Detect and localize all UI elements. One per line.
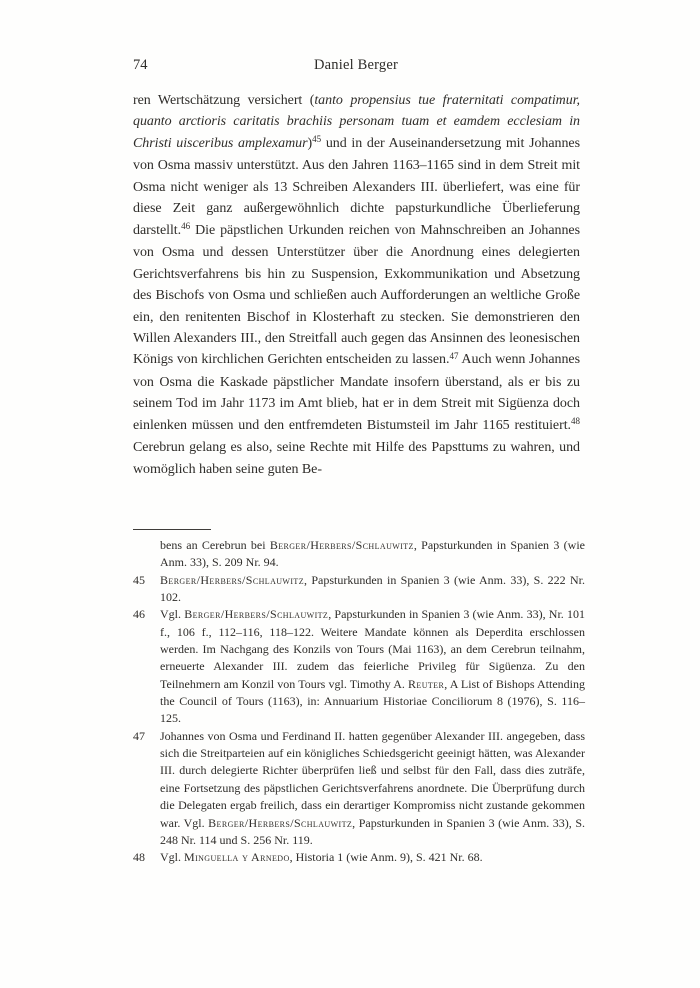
footnote-number: 48 bbox=[133, 850, 145, 865]
text-segment: ) bbox=[307, 135, 313, 151]
text-segment: , Papsturkunden in Spanien 3 (wie Anm. 33), S. 248 Nr. 114 und S. 256 Nr. 119. bbox=[160, 815, 585, 847]
footnote-marker: 46 bbox=[181, 221, 191, 232]
footnote-number: 45 bbox=[133, 572, 145, 587]
footnote-marker: 48 bbox=[571, 416, 580, 427]
footnote-item bbox=[133, 537, 585, 572]
text-segment: bens an Cerebrun bei bbox=[160, 538, 270, 552]
text-segment: Berger/Herbers/Schlauwitz bbox=[208, 815, 353, 830]
text-segment: , Papsturkunden in Spanien 3 (wie Anm. 33), S. 222 Nr. 102. bbox=[160, 572, 585, 605]
page-number: 74 bbox=[133, 57, 148, 73]
main-text-block bbox=[133, 90, 580, 480]
running-header bbox=[133, 55, 579, 75]
text-segment: Berger/Herbers/Schlauwitz bbox=[160, 572, 305, 587]
text-segment: , Historia 1 (wie Anm. 9), S. 421 Nr. 68. bbox=[289, 850, 483, 865]
footnote-number: 46 bbox=[133, 607, 145, 622]
footnotes-section bbox=[133, 529, 585, 867]
footnote-text bbox=[160, 850, 483, 864]
footnote-item bbox=[133, 849, 585, 866]
body-paragraph bbox=[133, 90, 580, 480]
footnote-list bbox=[133, 537, 585, 867]
footnote-text bbox=[160, 729, 585, 847]
text-segment: , Papsturkunden in Spanien 3 (wie Anm. 33), S. 209 Nr. 94. bbox=[160, 538, 585, 570]
text-segment: Johannes von Osma und Ferdinand II. hatten gegenüber Alexander III. angegeben, dass sich die Streitparteien auf ein königliches Schiedsgericht geeinigt hätten, was Alexander III. durch delegierte Richter überprüfen ließ und selbst für den Fall, dass dies zuträfe, eine Fortsetzung des päpstlichen Gerichtsverfahrens anordnete. Die Überprüfung durch die Delegaten ergab freilich, dass ein derartiger Kompromiss nicht zustande gekommen war. Vgl. bbox=[160, 728, 585, 830]
footnote-marker: 47 bbox=[449, 350, 459, 361]
footnote-marker: 45 bbox=[312, 134, 322, 145]
text-segment: Cerebrun gelang es also, seine Rechte mit Hilfe des Papsttums zu wahren, und womöglich haben seine guten Be- bbox=[133, 440, 580, 477]
text-segment: und in der Auseinandersetzung mit Johannes von Osma massiv unterstützt. Aus den Jahren 1163–1165 sind in dem Streit mit Osma nicht weniger als 13 Schreiben Alexanders III. überliefert, was eine für diese Zeit ganz außergewöhnlich dichte papsturkundliche Überlieferung darstellt. bbox=[133, 135, 580, 238]
text-segment: Vgl. bbox=[160, 850, 184, 865]
text-segment: Berger/Herbers/Schlauwitz bbox=[184, 607, 329, 622]
text-segment: tanto propensius tue fraternitati compatimur, quanto arctioris caritatis brachiis personam tuam et eamdem ecclesiam in Christi uisceribus amplexamur bbox=[133, 93, 580, 151]
text-segment: ren Wertschätzung versichert ( bbox=[133, 93, 315, 108]
text-segment: , A List of Bishops Attending the Council of Tours (1163), in: Annuarium Historiae Conciliorum 8 (1976), S. 116–125. bbox=[160, 676, 585, 726]
footnote-text bbox=[160, 538, 585, 569]
text-segment: Auch wenn Johannes von Osma die Kaskade päpstlicher Mandate insofern überstand, als er bis zu seinem Tod im Jahr 1173 im Amt blieb, hat er in dem Streit mit Sigüenza doch einlenken müssen und den entfremdeten Bistumsteil im Jahr 1165 restituiert. bbox=[133, 352, 580, 433]
footnote-text bbox=[160, 607, 585, 725]
footnote-text bbox=[160, 573, 585, 604]
footnote-number: 47 bbox=[133, 728, 145, 743]
text-segment: Die päpstlichen Urkunden reichen von Mahnschreiben an Johannes von Osma und dessen Unterstützer über die Anordnung eines delegierten Gerichtsverfahrens bis hin zu Suspension, Exkommunikation und Absetzung des Bischofs von Osma und schließen auch Aufforderungen an weltliche Große ein, den renitenten Bischof in Klosterhaft zu stecken. Sie demonstrieren den Willen Alexanders III., den Streitfall auch gegen das Ansinnen des leonesischen Königs von kirchlichen Gerichten entscheiden zu lassen. bbox=[133, 222, 580, 368]
running-head-author: Daniel Berger bbox=[313, 57, 399, 73]
text-segment: Reuter bbox=[408, 676, 445, 691]
footnote-item bbox=[133, 728, 585, 849]
footnote-item bbox=[133, 572, 585, 607]
footnote-separator-rule bbox=[133, 529, 211, 530]
text-segment: Vgl. bbox=[160, 607, 185, 622]
text-segment: , Papsturkunden in Spanien 3 (wie Anm. 33), Nr. 101 f., 106 f., 112–116, 118–122. Weitere Mandate können als Deperdita erschlossen werden. Im Nachgang des Konzils von Tours (Mai 1163), an dem Cerebrun teilnahm, erneuerte Alexander III. zudem das feierliche Privileg für Sigüenza. Zu den Teilnehmern am Konzil von Tours vgl. Timothy A. bbox=[160, 607, 585, 691]
text-segment: Minguella y Arnedo bbox=[184, 850, 290, 865]
footnote-item bbox=[133, 606, 585, 727]
text-segment: Berger/Herbers/Schlauwitz bbox=[269, 538, 414, 552]
